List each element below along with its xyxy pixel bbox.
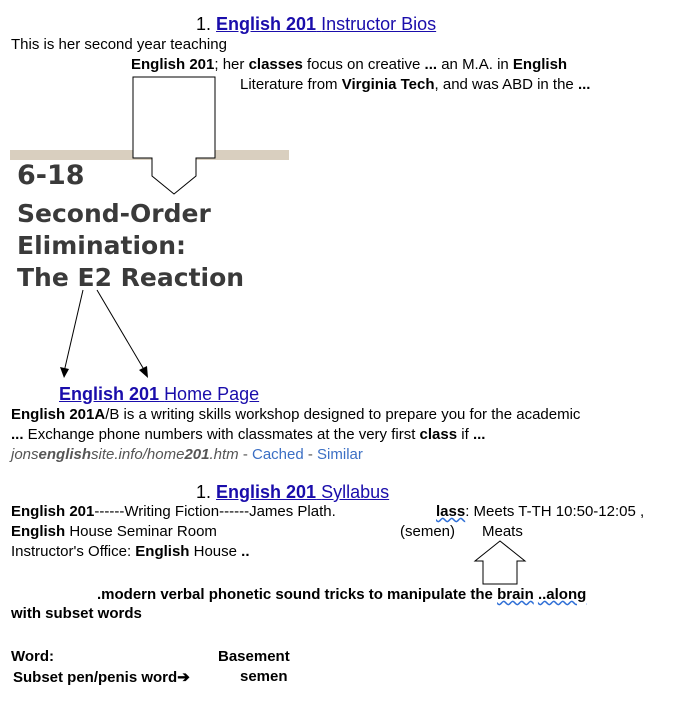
url-separator-1: - [238,446,252,463]
result2-line2-b3: ... [472,426,486,443]
result2-line2-t1: Exchange phone numbers with classmates at the very first [23,426,420,443]
result3-line2-t1: House Seminar Room [65,523,217,540]
result1-line3-t1: Literature from [240,76,342,93]
result1-line2-t2: focus on creative [302,56,425,73]
result2-line2 [11,426,485,443]
result3-title-link[interactable] [216,482,389,502]
commentary-along: ..along [537,586,587,603]
result3-line2-left [11,523,217,540]
result3-lass: lass [436,503,466,520]
result3-line1-left [11,503,336,520]
result1-line3-b1: Virginia Tech [341,76,435,93]
commentary-line2: with subset words [11,605,142,622]
result1-number: 1. [196,14,212,34]
result3-line2-b1: English [11,523,66,540]
word-value: Basement [218,648,290,665]
result2-line2-b1: ... [11,426,24,443]
result3-title-rest[interactable]: Syllabus [321,482,390,502]
book-title-line-1: Second-Order [17,199,211,228]
subset-label: Subset pen/penis word [13,669,178,686]
book-section-number: 6-18 [17,160,85,191]
url-part-1[interactable]: jons [11,446,39,463]
result1-line3-t2: , and was ABD in the [434,76,578,93]
book-title-line-2: Elimination: [17,231,186,260]
cached-link[interactable]: Cached [252,446,304,463]
word-label: Word: [11,648,55,665]
result1-line2-b2: classes [248,56,303,73]
result1-line2-b1: English 201 [131,56,215,73]
up-block-arrow-shape [475,541,525,584]
result1-title-rest[interactable]: Instructor Bios [321,14,437,34]
result3-line3-b2: .. [241,543,250,560]
arrow-line-left [64,290,83,372]
result1-title-bold[interactable]: English 201 [216,14,317,34]
meats-note: Meats [482,523,523,540]
subset-value: semen [240,668,288,685]
result3-line3-t2: House [189,543,242,560]
result2-title-rest[interactable]: Home Page [164,384,260,404]
result1-line2-t3: an M.A. in [437,56,513,73]
url-part-2[interactable]: english [38,446,92,463]
result3-number: 1. [196,482,212,502]
result3-line1-b1: English 201 [11,503,95,520]
arrow-line-right [97,290,146,373]
url-separator-2: - [303,446,318,463]
result1-line2-b4: English [512,56,568,73]
book-title-line-3: The E2 Reaction [17,263,245,292]
result2-line1-t1: /B is a writing skills workshop designed to prepare you for the academic [105,406,581,423]
result1-line2-b3: ... [424,56,438,73]
url-part-4[interactable]: 201 [184,446,210,463]
result3-line1-right [436,503,644,520]
right-arrow-icon: ➔ [177,669,190,686]
result3-line1-t2: : Meets T-TH 10:50-12:05 , [465,503,645,520]
url-part-5[interactable]: .htm [209,446,239,463]
similar-link[interactable]: Similar [317,446,363,463]
result3-heading [196,482,389,503]
result2-line1-b1: English 201A [11,406,106,423]
result1-line1: This is her second year teaching [11,36,227,53]
result2-url[interactable] [11,446,239,463]
commentary-line1 [97,586,586,603]
arrow-head-left [60,367,69,378]
result3-line1-t1: ------Writing Fiction------James Plath. [94,503,336,520]
result3-title-bold[interactable]: English 201 [216,482,317,502]
result2-title-link[interactable] [59,384,259,404]
subset-line [13,668,190,686]
result2-heading [59,384,259,405]
commentary-brain: brain [497,586,534,603]
result2-line2-t2: if [457,426,473,443]
result2-line1 [11,406,580,423]
arrow-head-right [139,366,148,378]
result2-url-line [11,446,363,463]
down-block-arrow-shape [133,77,215,194]
result1-line2-t1: ; her [214,56,249,73]
url-part-3[interactable]: site.info/home [91,446,185,463]
result1-line3-b2: ... [577,76,591,93]
result3-line3-b1: English [135,543,190,560]
result2-line2-b2: class [419,426,458,443]
result2-title-bold[interactable]: English 201 [59,384,160,404]
result3-line3 [11,543,250,560]
commentary-line1-t1: .modern verbal phonetic sound tricks to manipulate the [97,586,498,603]
result3-line3-t1: Instructor's Office: [11,543,136,560]
semen-note: (semen) [400,523,456,540]
